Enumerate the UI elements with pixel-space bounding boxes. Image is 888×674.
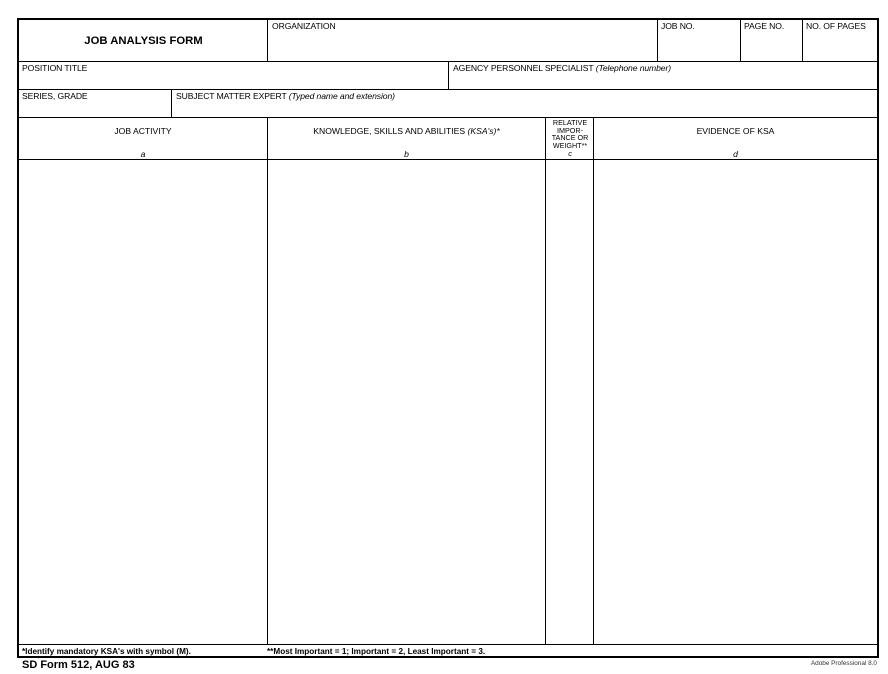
form-id: SD Form 512, AUG 83 bbox=[22, 659, 135, 671]
job-activity-entry-area[interactable] bbox=[19, 160, 267, 644]
column-header-evidence-of-ksa: EVIDENCE OF KSA bbox=[696, 126, 775, 136]
producer-label: Adobe Professional 8.0 bbox=[810, 660, 877, 667]
no-of-pages-field[interactable] bbox=[803, 20, 877, 61]
column-letter-a: a bbox=[140, 149, 146, 159]
job-no-label: JOB NO. bbox=[661, 21, 695, 31]
weight-label-line: RELATIVE bbox=[552, 118, 588, 127]
column-letter-c: c bbox=[568, 149, 572, 158]
column-header-job-activity: JOB ACTIVITY bbox=[114, 126, 172, 136]
page-no-field[interactable] bbox=[741, 20, 803, 61]
agency-personnel-specialist-label: AGENCY PERSONNEL SPECIALIST (Telephone number) bbox=[453, 63, 671, 73]
weight-label-line: IMPOR- bbox=[557, 125, 583, 135]
weight-entry-area[interactable] bbox=[546, 160, 593, 644]
column-header-relative-importance bbox=[546, 119, 594, 149]
column-letter-d: d bbox=[733, 149, 738, 159]
column-letter-b: b bbox=[404, 149, 409, 159]
subject-matter-expert-label: SUBJECT MATTER EXPERT (Typed name and extension) bbox=[176, 91, 395, 101]
column-header-ksa: KNOWLEDGE, SKILLS AND ABILITIES (KSA's)* bbox=[313, 126, 500, 136]
organization-field[interactable] bbox=[268, 20, 657, 61]
job-no-field[interactable] bbox=[658, 20, 741, 61]
divider bbox=[19, 117, 877, 118]
series-grade-field[interactable] bbox=[19, 90, 171, 117]
no-of-pages-label: NO. OF PAGES bbox=[806, 21, 866, 31]
job-analysis-form bbox=[17, 18, 879, 658]
series-grade-label: SERIES, GRADE bbox=[22, 91, 88, 101]
page-no-label: PAGE NO. bbox=[744, 21, 785, 31]
ksa-entry-area[interactable] bbox=[268, 160, 545, 644]
position-title-field[interactable] bbox=[19, 62, 448, 89]
subject-matter-expert-field[interactable] bbox=[172, 90, 877, 117]
position-title-label: POSITION TITLE bbox=[22, 63, 88, 73]
agency-personnel-specialist-field[interactable] bbox=[449, 62, 877, 89]
form-title: JOB ANALYSIS FORM bbox=[84, 34, 203, 47]
divider bbox=[19, 644, 877, 645]
weight-label-line: TANCE OR bbox=[551, 133, 589, 143]
weight-label-line: WEIGHT** bbox=[552, 140, 588, 150]
footnote-mandatory: *Identify mandatory KSA's with symbol (M). bbox=[22, 647, 191, 656]
footnote-importance: **Most Important = 1; Important = 2, Least Important = 3. bbox=[267, 647, 486, 656]
organization-label: ORGANIZATION bbox=[272, 21, 336, 31]
evidence-entry-area[interactable] bbox=[594, 160, 877, 644]
